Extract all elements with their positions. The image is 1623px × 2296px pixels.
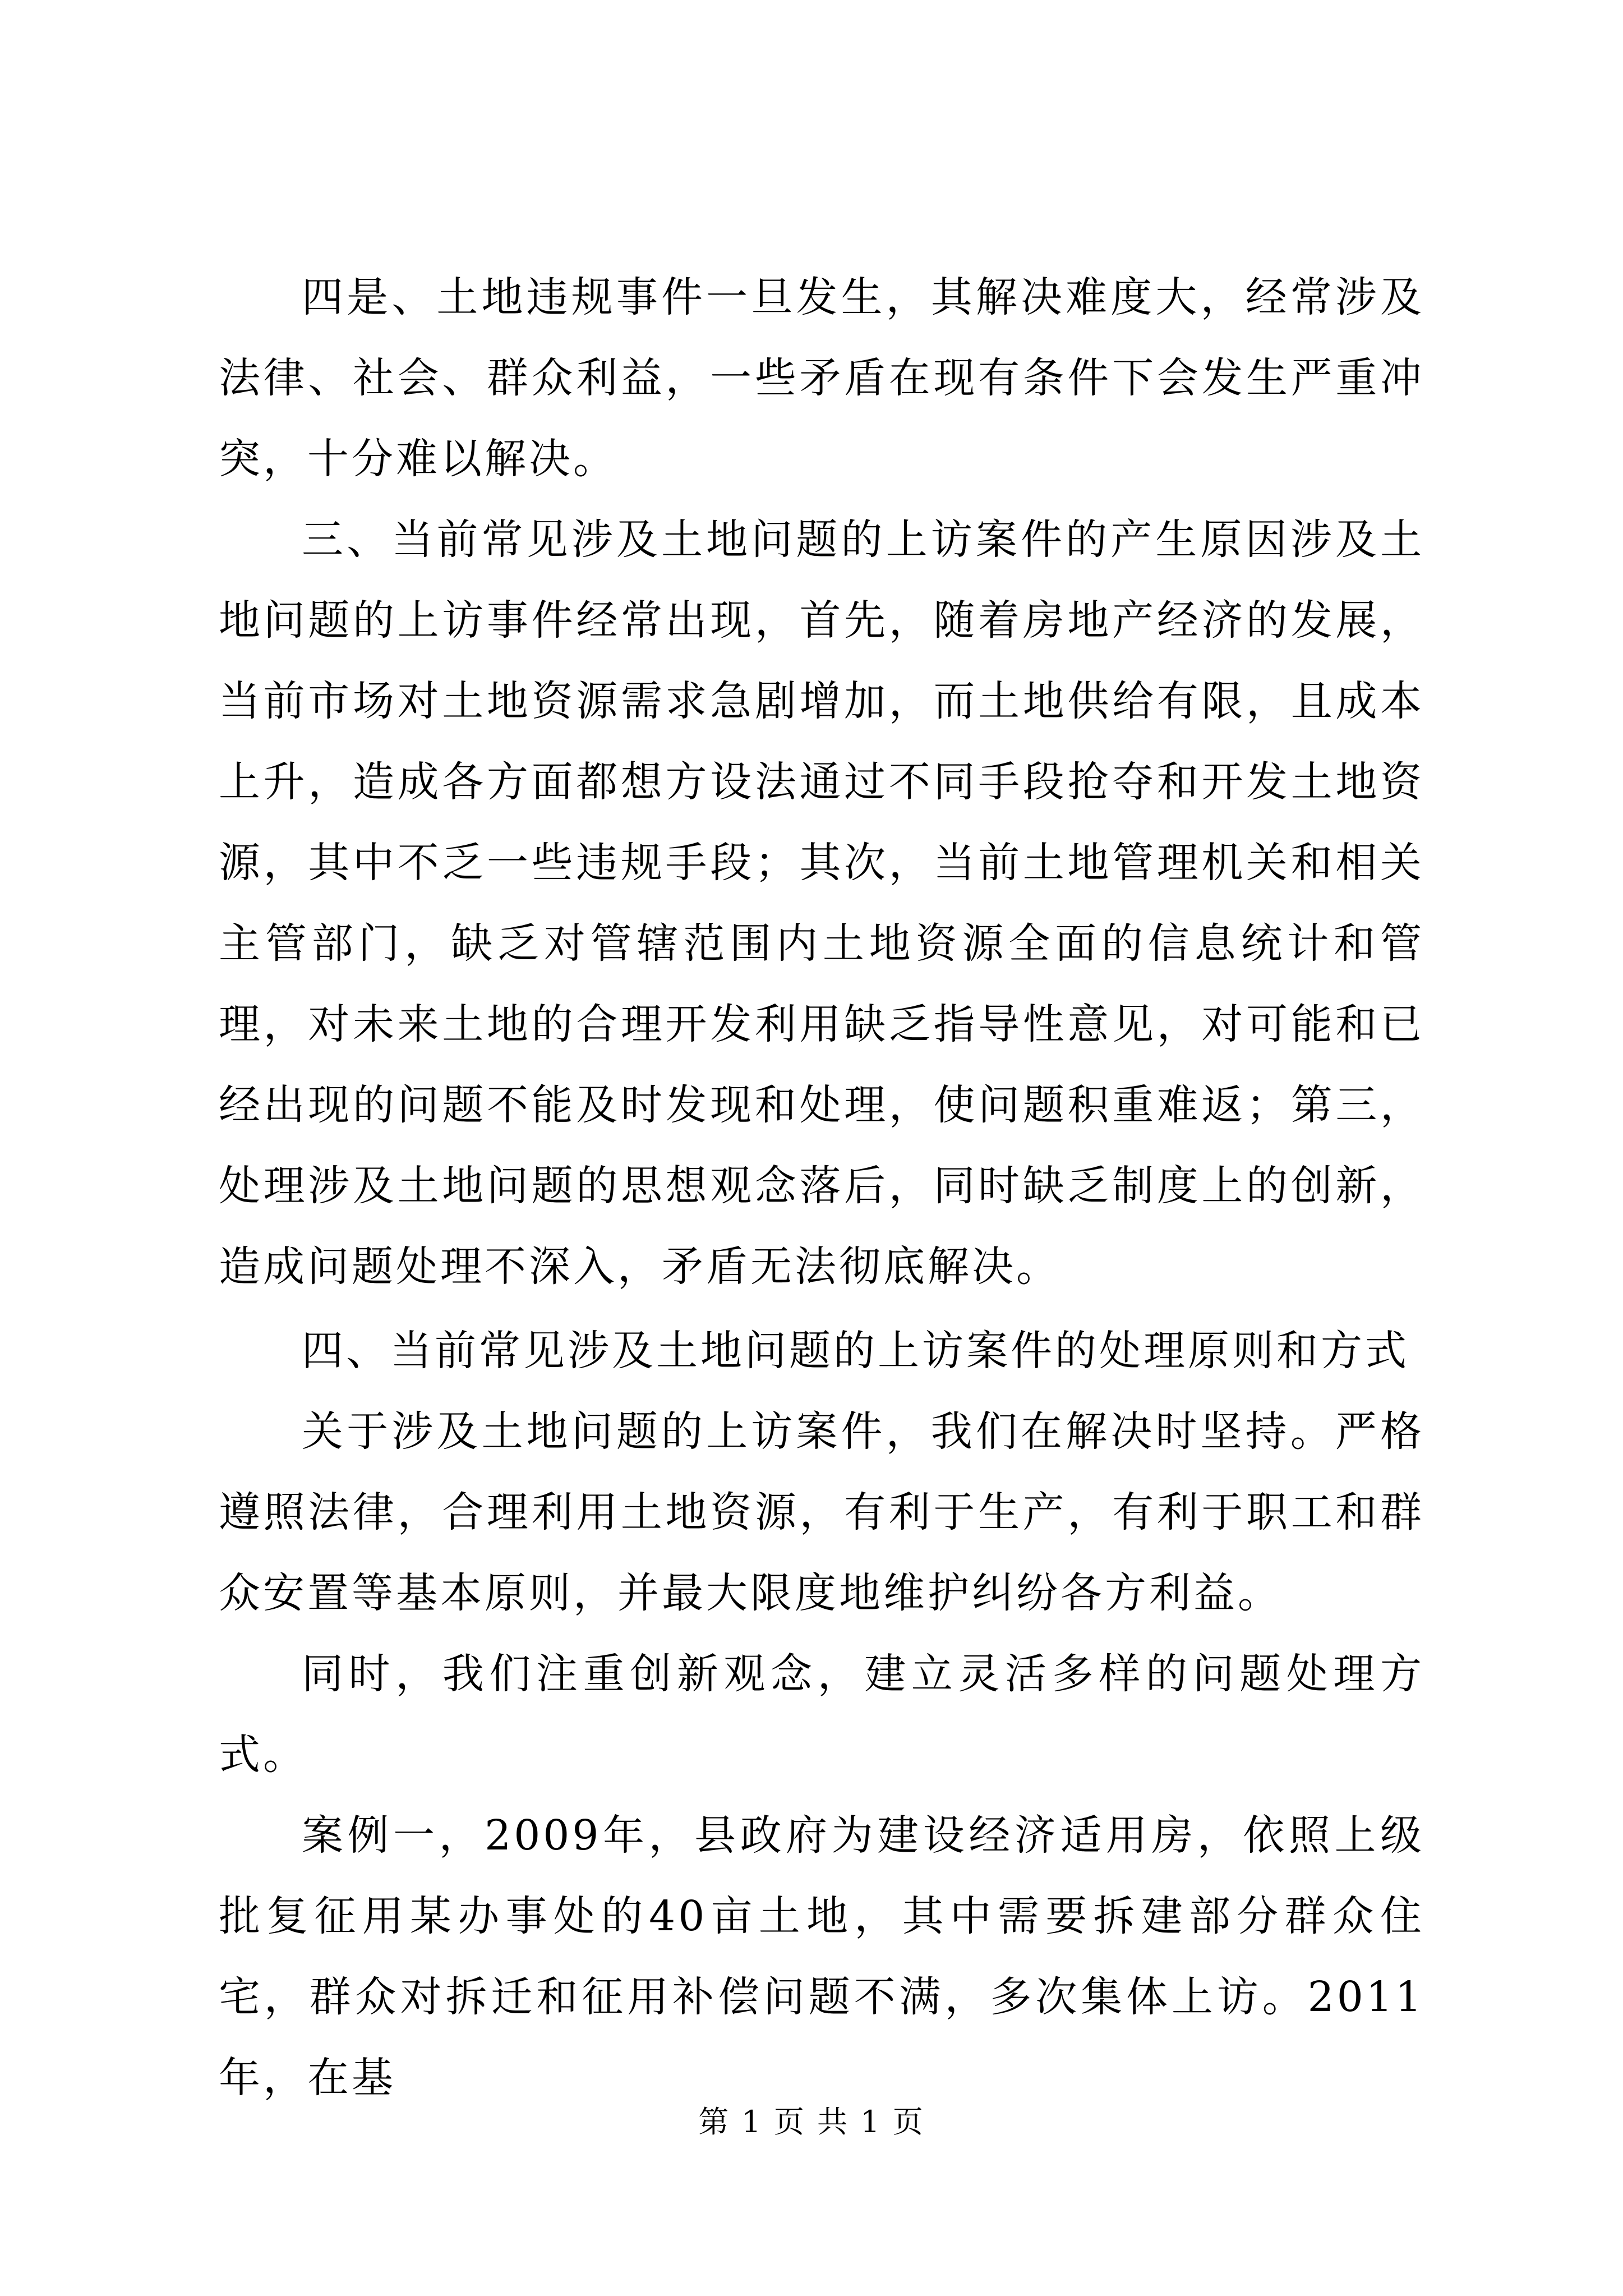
page-number-footer: 第 1 页 共 1 页 [698,2104,925,2139]
document-body [219,257,1424,2118]
paragraph-case-one: 案例一，2009年，县政府为建设经济适用房，依照上级批复征用某办事处的40亩土地，其中需要拆建部分群众住宅，群众对拆迁和征用补偿问题不满，多次集体上访。2011年，在基 [219,1811,1424,2102]
paragraph-section-three-causes: 三、当前常见涉及土地问题的上访案件的产生原因涉及土地问题的上访事件经常出现，首先，随着房地产经济的发展，当前市场对土地资源需求急剧增加，而土地供给有限，且成本上升，造成各方面都想方设法通过不同手段抢夺和开发土地资源，其中不乏一些违规手段；其次，当前土地管理机关和相关主管部门，缺乏对管辖范围内土地资源全面的信息统计和管理，对未来土地的合理开发利用缺乏指导性意见，对可能和已经出现的问题不能及时发现和处理，使问题积重难返；第三，处理涉及土地问题的思想观念落后，同时缺乏制度上的创新，造成问题处理不深入，矛盾无法彻底解决。 [219,516,1424,1291]
heading-section-four: 四、当前常见涉及土地问题的上访案件的处理原则和方式 [302,1327,1409,1375]
paragraph-innovation: 同时，我们注重创新观念，建立灵活多样的问题处理方式。 [219,1650,1424,1779]
paragraph-principles: 关于涉及土地问题的上访案件，我们在解决时坚持。严格遵照法律，合理利用土地资源，有利于生产，有利于职工和群众安置等基本原则，并最大限度地维护纠纷各方利益。 [219,1407,1424,1617]
paragraph-point-four-difficulty: 四是、土地违规事件一旦发生，其解决难度大，经常涉及法律、社会、群众利益，一些矛盾在现有条件下会发生严重冲突，十分难以解决。 [219,273,1424,483]
